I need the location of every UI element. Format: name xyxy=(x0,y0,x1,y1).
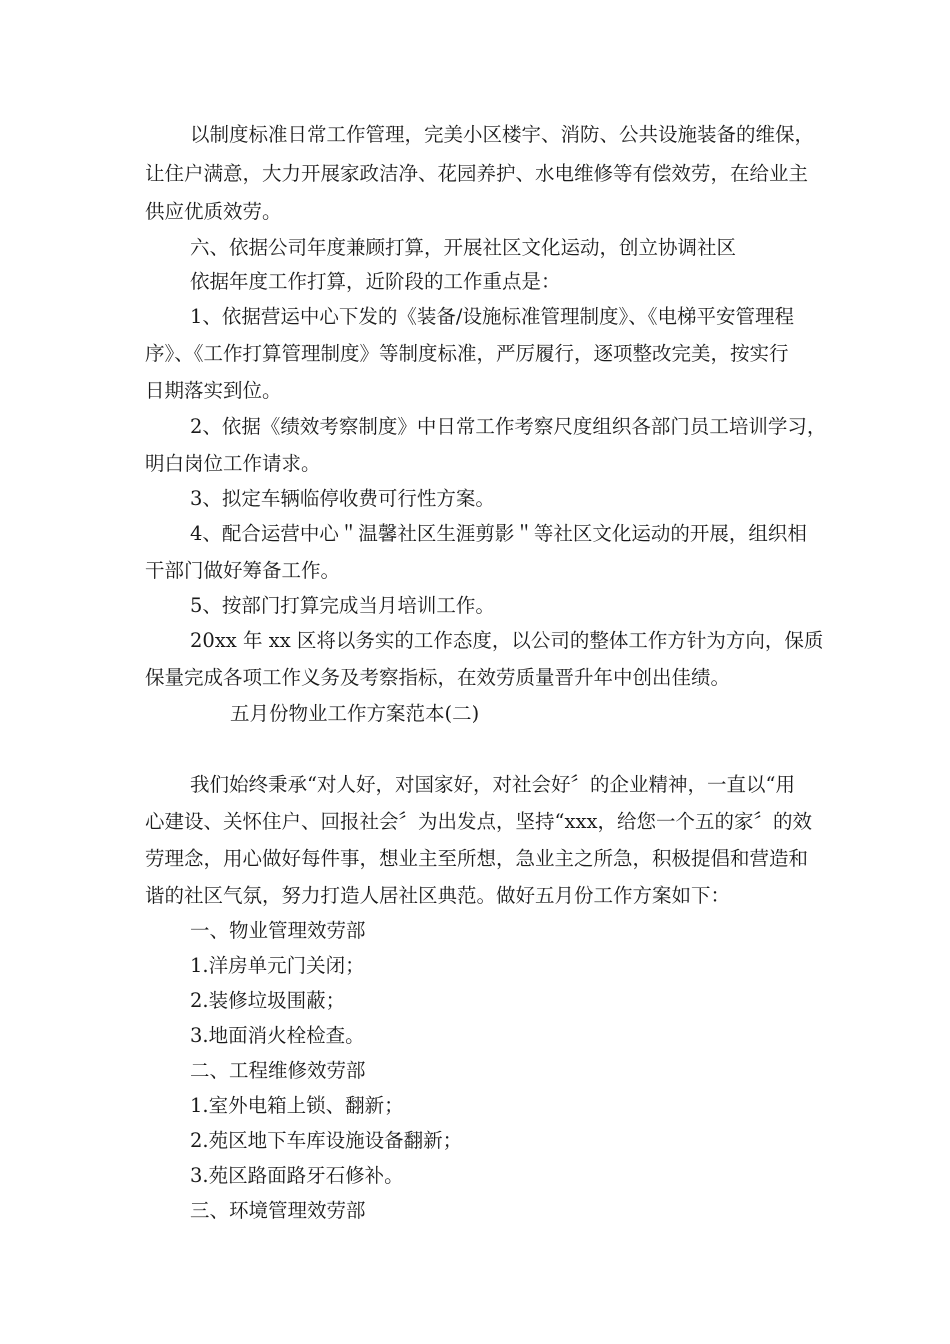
paragraph-line: 20xx 年 xx 区将以务实的工作态度，以公司的整体工作方针为方向，保质 xyxy=(190,629,824,652)
paragraph-line: 序》、《工作打算管理制度》等制度标准，严厉履行，逐项整改完美，按实行 xyxy=(145,342,789,365)
section-heading: 二、工程维修效劳部 xyxy=(190,1059,366,1082)
paragraph-line: 劳理念，用心做好每件事，想业主至所想，急业主之所急，积极提倡和营造和 xyxy=(145,847,809,870)
paragraph-line: 明白岗位工作请求。 xyxy=(145,452,321,475)
section-title: 五月份物业工作方案范本(二) xyxy=(230,702,480,725)
list-item: 2、依据《绩效考察制度》中日常工作考察尺度组织各部门员工培训学习， xyxy=(190,415,827,438)
paragraph-line: 依据年度工作打算，近阶段的工作重点是： xyxy=(190,270,561,293)
paragraph-line: 日期落实到位。 xyxy=(145,379,282,402)
list-item: 1.室外电箱上锁、翻新； xyxy=(190,1094,404,1117)
list-item: 3.苑区路面路牙石修补。 xyxy=(190,1164,404,1187)
section-heading: 六、依据公司年度兼顾打算，开展社区文化运动，创立协调社区 xyxy=(190,236,737,259)
section-heading: 一、物业管理效劳部 xyxy=(190,919,366,942)
paragraph-line: 供应优质效劳。 xyxy=(145,200,282,223)
paragraph-line: 谐的社区气氛，努力打造人居社区典范。做好五月份工作方案如下： xyxy=(145,884,731,907)
list-item: 5、按部门打算完成当月培训工作。 xyxy=(190,594,495,617)
list-item: 2.装修垃圾围蔽； xyxy=(190,989,346,1012)
section-heading: 三、环境管理效劳部 xyxy=(190,1199,366,1222)
paragraph-line: 让住户满意，大力开展家政洁净、花园养护、水电维修等有偿效劳，在给业主 xyxy=(145,162,809,185)
list-item: 4、配合运营中心＂温馨社区生涯剪影＂等社区文化运动的开展，组织相 xyxy=(190,522,807,545)
paragraph-line: 干部门做好筹备工作。 xyxy=(145,559,341,582)
paragraph-line: 以制度标准日常工作管理，完美小区楼宇、消防、公共设施装备的维保， xyxy=(190,123,815,146)
list-item: 3.地面消火栓检查。 xyxy=(190,1024,365,1047)
list-item: 1、依据营运中心下发的《装备/设施标准管理制度》、《电梯平安管理程 xyxy=(190,305,794,328)
list-item: 2.苑区地下车库设施设备翻新； xyxy=(190,1129,463,1152)
paragraph-line: 心建设、关怀住户、回报社会〞为出发点，坚持“xxx，给您一个五的家〞的效 xyxy=(145,810,812,833)
list-item: 3、拟定车辆临停收费可行性方案。 xyxy=(190,487,495,510)
list-item: 1.洋房单元门关闭； xyxy=(190,954,365,977)
paragraph-line: 保量完成各项工作义务及考察指标，在效劳质量晋升年中创出佳绩。 xyxy=(145,666,731,689)
paragraph-line: 我们始终秉承“对人好，对国家好，对社会好〞的企业精神，一直以“用 xyxy=(190,773,795,796)
